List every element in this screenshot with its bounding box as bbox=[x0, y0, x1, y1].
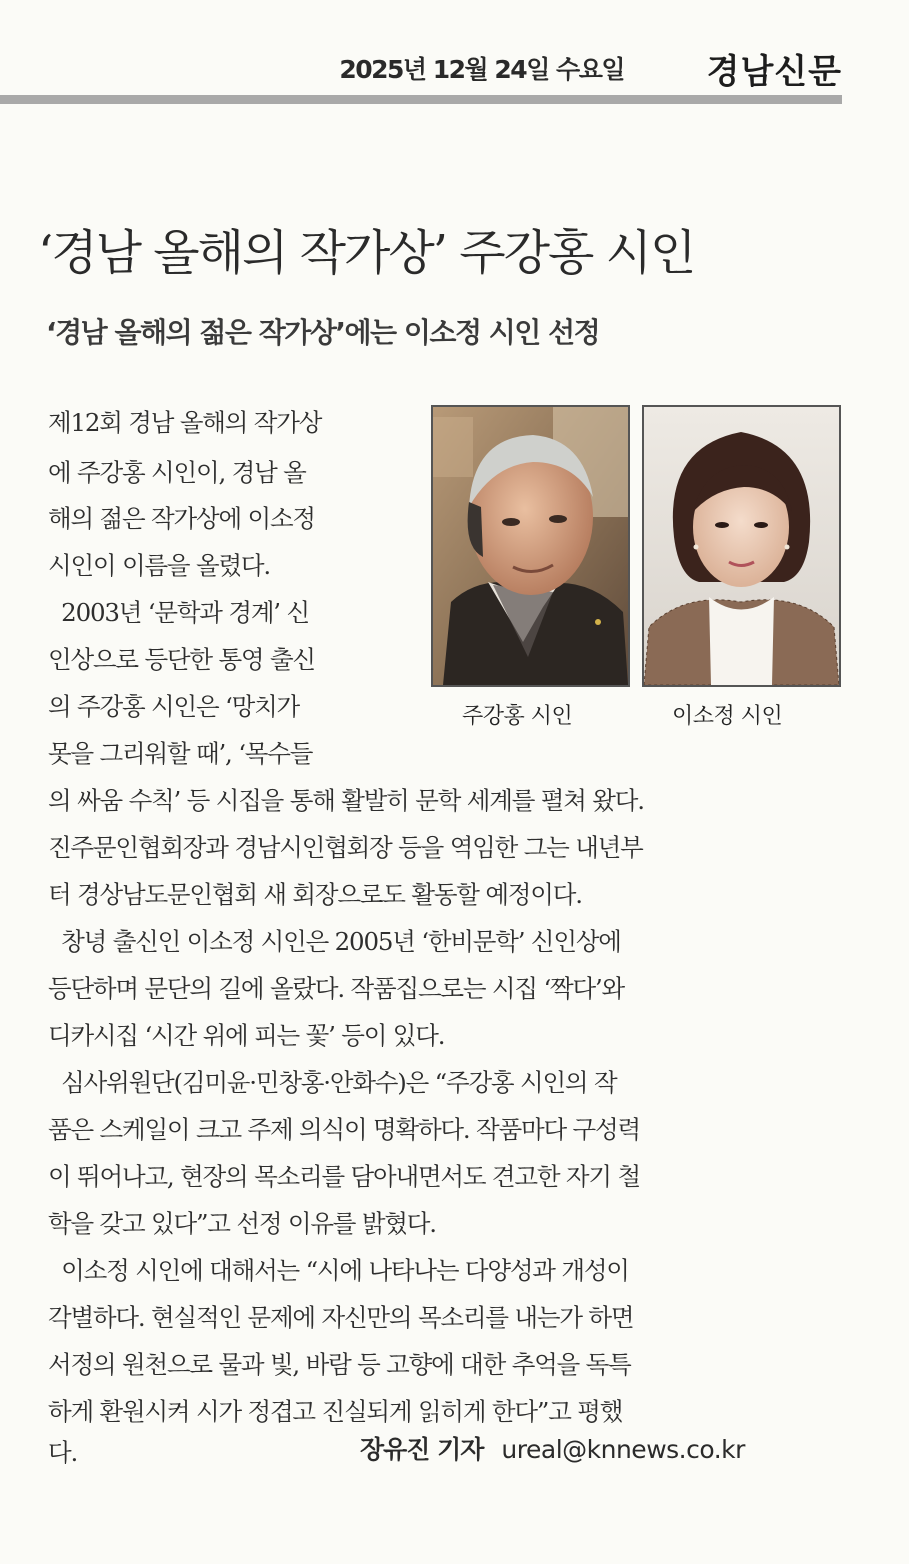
article-headline: ‘경남 올해의 작가상’ 주강홍 시인 bbox=[38, 225, 695, 281]
photo-joo-kanghong bbox=[431, 405, 630, 687]
body-line: 에 주강홍 시인이, 경남 올 bbox=[48, 458, 306, 487]
issue-date: 2025년 12월 24일 수요일 bbox=[339, 55, 624, 84]
body-line: 이소정 시인에 대해서는 “시에 나타나는 다양성과 개성이 bbox=[48, 1256, 629, 1285]
body-line: 터 경상남도문인협회 새 회장으로도 활동할 예정이다. bbox=[48, 880, 582, 909]
newspaper-name: 경남신문 bbox=[706, 52, 842, 92]
masthead bbox=[0, 44, 842, 90]
body-line: 이 뛰어나고, 현장의 목소리를 담아내면서도 견고한 자기 철 bbox=[48, 1162, 640, 1191]
body-line: 하게 환원시켜 시가 정겹고 진실되게 읽히게 한다”고 평했 bbox=[48, 1397, 623, 1426]
body-line: 학을 갖고 있다”고 선정 이유를 밝혔다. bbox=[48, 1209, 436, 1238]
body-line: 제12회 경남 올해의 작가상 bbox=[48, 408, 322, 437]
reporter-email[interactable]: ureal@knnews.co.kr bbox=[501, 1435, 745, 1464]
body-line: 디카시집 ‘시간 위에 피는 꽃’ 등이 있다. bbox=[48, 1021, 445, 1050]
body-line: 2003년 ‘문학과 경계’ 신 bbox=[48, 598, 309, 627]
body-line: 시인이 이름을 올렸다. bbox=[48, 551, 270, 580]
body-line: 등단하며 문단의 길에 올랐다. 작품집으로는 시집 ‘짝다’와 bbox=[48, 974, 625, 1003]
body-line: 서정의 원천으로 물과 빛, 바람 등 고향에 대한 추억을 독특 bbox=[48, 1350, 631, 1379]
photo-lee-sojeong bbox=[642, 405, 841, 687]
article-subheadline: ‘경남 올해의 젊은 작가상’에는 이소정 시인 선정 bbox=[46, 316, 600, 349]
body-line: 심사위원단(김미윤·민창홍·안화수)은 “주강홍 시인의 작 bbox=[48, 1068, 617, 1097]
masthead-rule bbox=[0, 95, 842, 104]
body-line: 다. bbox=[48, 1438, 78, 1467]
body-line: 못을 그리워할 때’, ‘목수들 bbox=[48, 739, 313, 768]
body-line: 해의 젊은 작가상에 이소정 bbox=[48, 504, 315, 533]
photo-caption-lee: 이소정 시인 bbox=[672, 704, 783, 729]
body-line: 의 주강홍 시인은 ‘망치가 bbox=[48, 692, 300, 721]
body-line: 의 싸움 수칙’ 등 시집을 통해 활발히 문학 세계를 펼쳐 왔다. bbox=[48, 786, 644, 815]
byline bbox=[360, 1430, 745, 1466]
body-line: 각별하다. 현실적인 문제에 자신만의 목소리를 내는가 하면 bbox=[48, 1303, 634, 1332]
body-line: 인상으로 등단한 통영 출신 bbox=[48, 645, 315, 674]
body-line: 진주문인협회장과 경남시인협회장 등을 역임한 그는 내년부 bbox=[48, 833, 643, 862]
photo-caption-joo: 주강홍 시인 bbox=[462, 704, 573, 729]
body-line: 품은 스케일이 크고 주제 의식이 명확하다. 작품마다 구성력 bbox=[48, 1115, 640, 1144]
reporter-name: 장유진 기자 bbox=[360, 1435, 484, 1464]
body-line: 창녕 출신인 이소정 시인은 2005년 ‘한비문학’ 신인상에 bbox=[48, 927, 621, 956]
